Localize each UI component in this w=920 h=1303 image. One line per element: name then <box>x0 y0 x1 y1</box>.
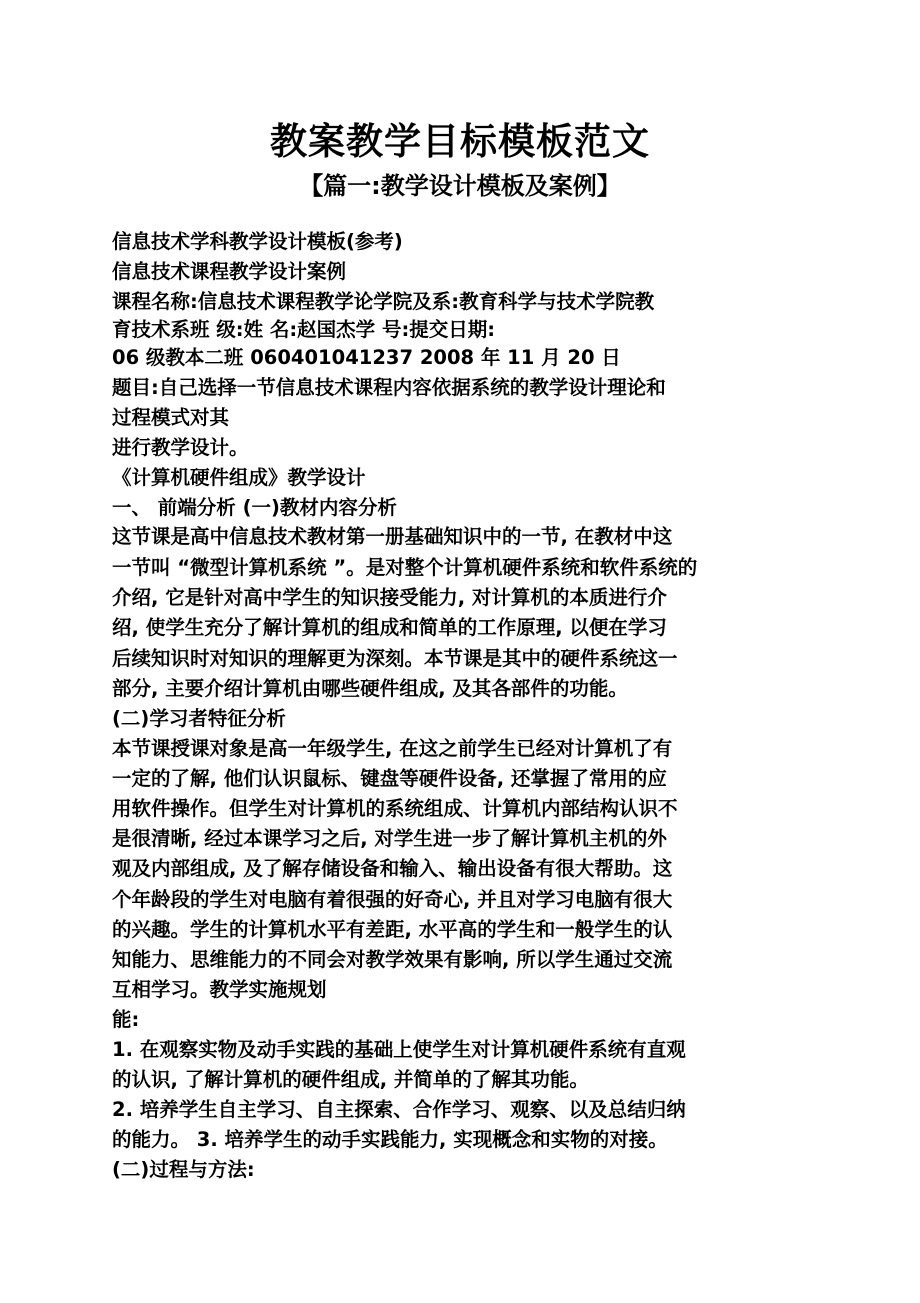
text-line: 个年龄段的学生对电脑有着很强的好奇心, 并且对学习电脑有很大 <box>112 888 673 911</box>
text-line: 的能力。 3. 培养学生的动手实践能力, 实现概念和实物的对接。 <box>112 1128 668 1151</box>
text-line: 互相学习。教学实施规划 <box>112 978 327 1001</box>
text-line: 一、 前端分析 (一)教材内容分析 <box>112 496 397 519</box>
text-line: 后续知识时对知识的理解更为深刻。本节课是其中的硬件系统这一 <box>112 647 678 670</box>
text-line: 信息技术课程教学设计案例 <box>112 260 347 283</box>
text-line: 的兴趣。学生的计算机水平有差距, 水平高的学生和一般学生的认 <box>112 918 673 941</box>
text-line: 2. 培养学生自主学习、自主探索、合作学习、观察、以及总结归纳 <box>112 1098 686 1121</box>
text-line: 1. 在观察实物及动手实践的基础上使学生对计算机硬件系统有直观 <box>112 1038 686 1061</box>
text-line: 《计算机硬件组成》教学设计 <box>112 466 366 489</box>
text-line: 育技术系班 级:姓 名:赵国杰学 号:提交日期: <box>112 318 496 341</box>
text-line: 题目:自己选择一节信息技术课程内容依据系统的教学设计理论和 <box>112 376 666 399</box>
text-line: 的认识, 了解计算机的硬件组成, 并简单的了解其功能。 <box>112 1068 589 1091</box>
text-line: (二)过程与方法: <box>112 1158 255 1181</box>
document-subtitle: 【篇一:教学设计模板及案例】 <box>299 172 621 200</box>
text-line: (二)学习者特征分析 <box>112 707 286 730</box>
document-title: 教案教学目标模板范文 <box>270 120 650 163</box>
text-line: 部分, 主要介绍计算机由哪些硬件组成, 及其各部件的功能。 <box>112 677 628 700</box>
text-line: 介绍, 它是针对高中学生的知识接受能力, 对计算机的本质进行介 <box>112 586 667 609</box>
text-line: 是很清晰, 经过本课学习之后, 对学生进一步了解计算机主机的外 <box>112 827 667 850</box>
text-line: 用软件操作。但学生对计算机的系统组成、计算机内部结构认识不 <box>112 797 678 820</box>
text-line: 能: <box>112 1008 140 1031</box>
text-line: 绍, 使学生充分了解计算机的组成和简单的工作原理, 以便在学习 <box>112 616 667 639</box>
text-line: 一定的了解, 他们认识鼠标、键盘等硬件设备, 还掌握了常用的应 <box>112 767 667 790</box>
text-line: 课程名称:信息技术课程教学论学院及系:教育科学与技术学院教 <box>112 290 655 313</box>
text-line: 本节课授课对象是高一年级学生, 在这之前学生已经对计算机了有 <box>112 737 673 760</box>
text-line: 进行教学设计。 <box>112 436 249 459</box>
text-line: 过程模式对其 <box>112 406 230 429</box>
text-line: 信息技术学科教学设计模板(参考) <box>112 230 403 253</box>
text-line: 一节叫 “微型计算机系统 ”。是对整个计算机硬件系统和软件系统的 <box>112 556 698 579</box>
text-line: 知能力、思维能力的不同会对教学效果有影响, 所以学生通过交流 <box>112 948 673 971</box>
text-line: 观及内部组成, 及了解存储设备和输入、输出设备有很大帮助。这 <box>112 857 673 880</box>
text-line: 这节课是高中信息技术教材第一册基础知识中的一节, 在教材中这 <box>112 525 673 548</box>
text-line: 06 级教本二班 060401041237 2008 年 11 月 20 日 <box>112 346 621 369</box>
